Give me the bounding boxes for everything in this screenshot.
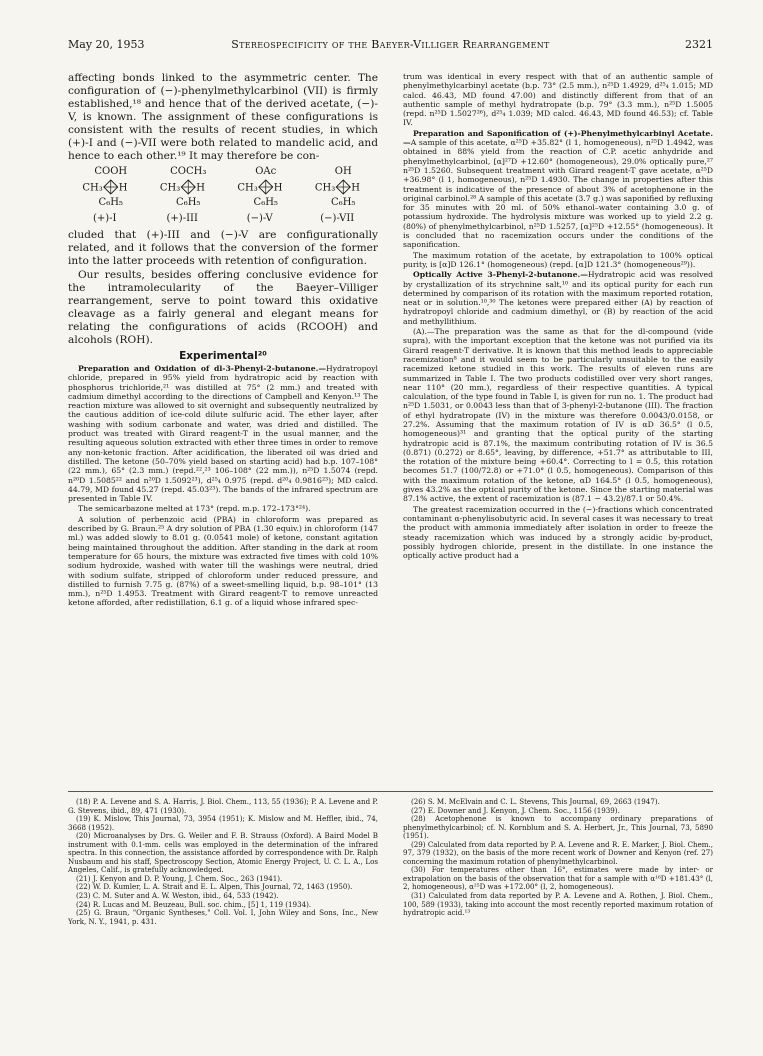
saponification-title: Preparation and Saponification of (+)-Phenylmethylcarbinyl Acetate.— [403, 128, 713, 148]
prep-oxidation-paragraph [68, 364, 378, 503]
left-column [68, 72, 378, 792]
left-paragraph-1: affecting bonds linked to the asymmetric center. The configuration of (−)-phenylmethylcarbinol (VII) is firmly established,¹⁸ and hence that of the derived acetate, (−)-V, is known. The assignment of these configurations is consistent with the results of recent studies, in which (+)-I and (−)-VII were both related to mandelic acid, and hence to each other.¹⁹ It may therefore be con- [68, 72, 378, 162]
optically-active-paragraph [403, 270, 713, 326]
optically-active-body: Hydratropic acid was resolved by crystallization of its strychnine salt,¹⁰ and its optical purity for each run determined by comparison of its rotation with the maximum reported rotation, neat or in solution.¹⁰,³⁰ The ketones were prepared either (A) by reaction of hydratropoyl chloride and cadmium dimethyl, or (B) by reaction of the acid and methyllithium. [403, 270, 713, 326]
configuration-structures [68, 165, 378, 227]
footnotes-right [403, 798, 713, 1018]
saponification-paragraph [403, 129, 713, 250]
right-paragraph-1: trum was identical in every respect with that of an authentic sample of phenylmethylcarbinyl acetate (b.p. 73° (2.5 mm.), n²⁵D 1.4929, d²⁵₄ 1.015; MD calcd. 46.43, MD found 47.00) and distinctly different from that of an authentic sample of methyl hydratropate (b.p. 79° (3.3 mm.), n²⁵D 1.5005 (repd. n²⁵D 1.5027²⁶), d²⁵₄ 1.039; MD calcd. 46.43, MD found 46.53); cf. Table IV. [403, 72, 713, 128]
structure-hydrogen: H [118, 182, 128, 194]
structure-phenyl: C₆H₅ [331, 197, 356, 208]
structure-hydrogen: H [273, 182, 283, 194]
right-column [403, 72, 713, 792]
optically-active-title: Optically Active 3-Phenyl-2-butanone.— [413, 270, 588, 280]
structure-top-group: COCH₃ [170, 166, 207, 177]
footnote: (18) P. A. Levene and S. A. Harris, J. Biol. Chem., 113, 55 (1936); P. A. Levene and P. G. Stevens, ibid., 89, 471 (1930). [68, 798, 378, 815]
footnotes-left [68, 798, 378, 1018]
experimental-heading: Experimental²⁰ [179, 350, 267, 362]
header-date: May 20, 1953 [68, 38, 145, 51]
racemization-paragraph: The greatest racemization occurred in the (−)-fractions which concentrated contaminant α-phenylisobutyric acid. In several cases it was necessary to treat the product with ammonia immediately after isolation in order to freeze the steady racemization which was induced by a strongly acidic by-product, possibly hydrogen chloride, present in the distillate. In one instance the optically active product had a [403, 504, 713, 561]
structure-methyl: CH₃ [237, 182, 258, 194]
header-page-number: 2321 [685, 38, 713, 51]
structure-top-group: COOH [94, 166, 128, 177]
header-title: Stereospecificity of the Baeyer-Villiger Rearrangement [231, 38, 550, 51]
structure-label: (−)-V [246, 213, 273, 224]
footnote: (24) R. Lucas and M. Beuzeau, Bull. soc. chim., [5] 1, 119 (1934). [76, 899, 312, 909]
footnote: (22) W. D. Kumler, L. A. Strait and E. L. Alpen, This Journal, 72, 1463 (1950). [76, 882, 353, 892]
structure-label: (+)-III [166, 213, 198, 224]
left-paragraph-3: Our results, besides offering conclusive evidence for the intramolecularity of the Baeyer–Villiger rearrangement, serve to point toward this oxidative cleavage as a fairly general and elegant means for relating the configurations of acids (RCOOH) and alcohols (ROH). [68, 269, 378, 346]
footnote: (26) S. M. McElvain and C. L. Stevens, This Journal, 69, 2663 (1947). [411, 798, 660, 806]
footnote: (30) For temperatures other than 16°, estimates were made by inter- or extrapolation on the basis of the observation that for a sample with α¹⁶D +181.43° (l, 2, homogeneous), α²⁵D was +172.00° (l, 2, homogeneous). [403, 865, 713, 892]
prep-oxidation-body: Hydratropoyl chloride, prepared in 95% yield from hydratropic acid by reaction with phosphorus trichloride,²¹ was distilled at 75° (2 mm.) and treated with cadmium dimethyl according to the directions of Campbell and Kenyon.¹³ The reaction mixture was allowed to sit overnight and subsequently neutralized by the cautious addition of ice-cold dilute sulfuric acid. The ether layer, after washing with sodium carbonate and water, was dried and distilled. The product was treated with Girard reagent-T in the usual manner, and the resulting aqueous solution extracted with ether three times in order to remove any non-ketonic fraction. After acidification, the liberated oil was dried and distilled. The ketone (50–70% yield based on starting acid) had b.p. 107–108° (22 mm.), 65° (2.3 mm.) (repd.²²,²³ 106–108° (22 mm.)), n²⁵D 1.5074 (repd. n²⁰D 1.5085²² and n²⁰D 1.5092²³), d²⁵₄ 0.975 (repd. d²⁰₄ 0.9816²³); MD calcd. 44.79, MD found 45.27 (repd. 45.03²³). The bands of the infrared spectrum are presented in Table IV. [68, 364, 378, 504]
structure-label: (+)-I [92, 213, 117, 224]
structure-methyl: CH₃ [314, 182, 336, 194]
structure-hydrogen: H [351, 182, 360, 194]
left-paragraph-2: cluded that (+)-III and (−)-V are configurationally related, and it follows that the conversion of the former into the latter proceeds with retention of configuration. [68, 229, 378, 267]
structure-methyl: CH₃ [82, 182, 103, 194]
footnote: (23) C. M. Suter and A. W. Weston, ibid., 64, 533 (1942). [76, 891, 279, 901]
footnote: (28) Acetophenone is known to accompany ordinary preparations of phenylmethylcarbinol; cf. N. Kornblum and S. A. Herbert, Jr., This Journal, 73, 5890 (1951). [403, 814, 713, 841]
footnote: (31) Calculated from data reported by P. A. Levene and A. Rothen, J. Biol. Chem., 100, 589 (1933), taking into account the most recently reported maximum rotation of hydratropic acid.¹³ [403, 891, 713, 918]
perbenzoic-acid-paragraph: A solution of perbenzoic acid (PBA) in chloroform was prepared as described by G. Braun.²⁵ A dry solution of PBA (1.30 equiv.) in chloroform (147 ml.) was added slowly to 8.01 g. (0.0541 mole) of ketone, constant agitation being maintained throughout the addition. After standing in the dark at room temperature for 65 hours, the mixture was extracted five times with cold 10% sodium hydroxide, washed with water till the washings were neutral, dried with sodium sulfate, stripped of chloroform under reduced pressure, and distilled to furnish 7.75 g. (87%) of a sweet-smelling liquid, b.p. 98–101° (13 mm.), n²⁵D 1.4953. Treatment with Girard reagent-T to remove unreacted ketone afforded, after redistillation, 6.1 g. of a liquid whose infrared spec- [68, 514, 378, 608]
running-header [68, 38, 713, 54]
saponification-body: A sample of this acetate, α²⁵D +35.82° (l 1, homogeneous), n²⁵D 1.4942, was obtained in 88% yield from the reaction of C.P. acetic anhydride and phenylmethylcarbinol, [α]²⁷D +12.60° (homogeneous), 29.0% optically pure,²⁷ n²⁵D 1.5260. Subsequent treatment with Girard reagent-T gave acetate, α²⁵D +36.98° (l 1, homogeneous), n²⁵D 1.4930. The change in properties after this treatment is indicative of the presence of about 3% of acetophenone in the original carbinol.²⁸ A sample of this acetate (3.7 g.) was saponified by refluxing for 35 minutes with 20 ml. of 50% ethanol–water containing 3.0 g. of potassium hydroxide. The hydrolysis mixture was worked up to yield 2.2 g. (80%) of phenylmethylcarbinol, n²⁵D 1.5257, [α]²⁵D +12.55° (homogeneous). It is concluded that no racemization occurs under the conditions of the saponification. [403, 138, 713, 250]
footnote-rule [68, 791, 713, 792]
semicarbazone-paragraph: The semicarbazone melted at 173° (repd. m.p. 172–173°²⁴). [78, 504, 311, 514]
structure-label: (−)-VII [320, 213, 355, 224]
footnote: (29) Calculated from data reported by P. A. Levene and R. E. Marker, J. Biol. Chem., 97, 379 (1932), on the basis of the more recent work of Downer and Kenyon (ref. 27) concerning the maximum rotation of phenylmethylcarbinol. [403, 839, 713, 866]
structure-phenyl: C₆H₅ [253, 197, 278, 208]
structure-top-group: OAc [255, 166, 277, 177]
structure-phenyl: C₆H₅ [176, 197, 201, 208]
method-a-paragraph: (A).—The preparation was the same as that for the dl-compound (vide supra), with the important exception that the ketone was not purified via its Girard reagent-T derivative. It is known that this method leads to appreciable racemization⁸ and it would seem to be particularly unsuitable to the easily racemized ketone studied in this work. The results of eleven runs are summarized in Table I. The two products codistilled over very short ranges, near 110° (20 mm.), regardless of their respective quantities. A typical calculation, of the type found in Table I, is given for run no. 1. The product had n²⁵D 1.5031, or 0.0043 less than that of 3-phenyl-2-butanone (III). The fraction of ethyl hydratropate (IV) in the mixture was therefore 0.0043/0.0158, or 27.2%. Assuming that the maximum rotation of IV is αD 36.5° (l 0.5, homogeneous)³¹ and granting that the optical purity of the starting hydratropic acid is 87.1%, the maximum contributing rotation of IV is 36.5 (0.871) (0.272) or 8.65°, leaving, by difference, +51.7° as attributable to III, the rotation of the mixture being +60.4°. Correcting to l = 0.5, this rotation becomes 51.7 (100/72.8) or +71.0° (l 0.5, homogeneous). Comparison of this with the maximum rotation of the ketone, αD 164.5° (l 0.5, homogeneous), gives 43.2% as the optical purity of the ketone. Since the starting material was 87.1% active, the extent of racemization is (87.1 − 43.2)/87.1 or 50.4%. [403, 327, 713, 504]
footnote: (21) J. Kenyon and D. P. Young, J. Chem. Soc., 263 (1941). [76, 873, 283, 883]
footnote: (27) E. Downer and J. Kenyon, J. Chem. Soc., 1156 (1939). [411, 805, 620, 815]
structure-hydrogen: H [196, 182, 205, 194]
structure-phenyl: C₆H₅ [98, 197, 123, 208]
footnote: (19) K. Mislow, This Journal, 73, 3954 (1951); K. Mislow and M. Heffler, ibid., 74, 3668 (1952). [68, 814, 378, 832]
footnote: (25) G. Braun, "Organic Syntheses," Coll. Vol. I, John Wiley and Sons, Inc., New York, N. Y., 1941, p. 431. [68, 908, 378, 926]
footnote: (20) Microanalyses by Drs. G. Weiler and F. B. Strauss (Oxford). A Baird Model B instrument with 0.1-mm. cells was employed in the determination of the infrared spectra. In this connection, the assistance afforded by correspondence with Dr. Ralph Nusbaum and his staff, Spectroscopy Section, Atomic Energy Project, U. C. L. A., Los Angeles, Calif., is gratefully acknowledged. [68, 831, 378, 875]
structure-methyl: CH₃ [159, 182, 181, 194]
structure-top-group: OH [334, 166, 352, 177]
maximum-rotation-paragraph: The maximum rotation of the acetate, by extrapolation to 100% optical purity, is [α]D 126.1° (homogeneous) (repd. [α]D 121.3° (homogeneous²⁹)). [403, 250, 713, 269]
prep-oxidation-title: Preparation and Oxidation of dl-3-Phenyl-2-butanone.— [78, 364, 327, 373]
